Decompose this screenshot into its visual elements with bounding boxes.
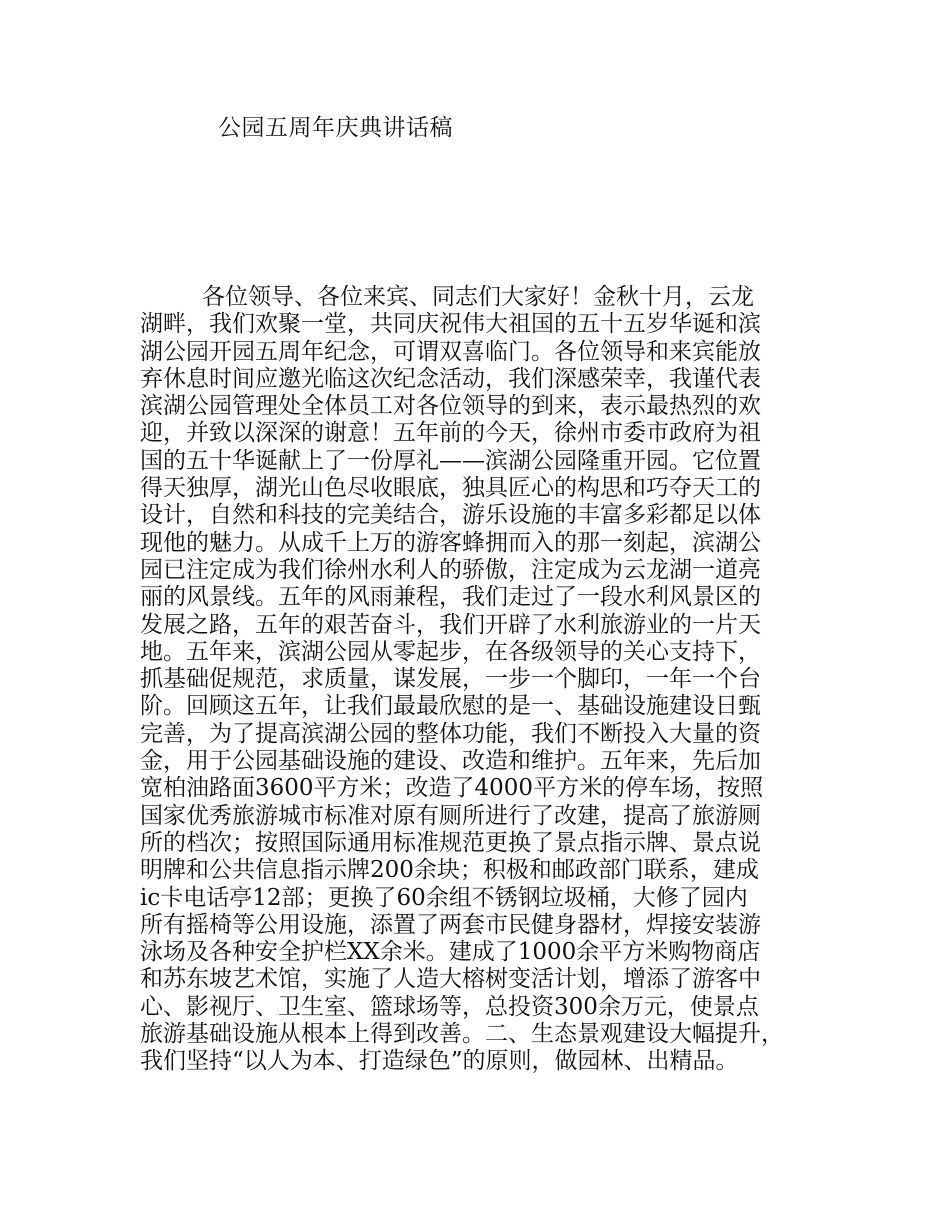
- body-line: 我们坚持“以人为本、打造绿色”的原则，做园林、出精品。: [140, 1048, 739, 1075]
- body-line: 泳场及各种安全护栏XX余米。建成了1000余平方米购物商店: [140, 939, 761, 966]
- body-line: ic卡电话亭12部；更换了60余组不锈钢垃圾桶，大修了园内: [140, 884, 748, 911]
- body-line: 金，用于公园基础设施的建设、改造和维护。五年来，先后加: [140, 748, 761, 775]
- body-line: 旅游基础设施从根本上得到改善。二、生态景观建设大幅提升，: [140, 1021, 784, 1048]
- body-line: 滨湖公园管理处全体员工对各位领导的到来，表示最热烈的欢: [140, 393, 761, 420]
- body-line: 所的档次；按照国际通用标准规范更换了景点指示牌、景点说: [140, 829, 761, 856]
- body-line: 发展之路，五年的艰苦奋斗，我们开辟了水利旅游业的一片天: [140, 611, 761, 638]
- body-line: 阶。回顾这五年，让我们最最欣慰的是一、基础设施建设日甄: [140, 693, 761, 720]
- body-line: 地。五年来，滨湖公园从零起步，在各级领导的关心支持下，: [140, 638, 761, 665]
- body-line: 湖公园开园五周年纪念，可谓双喜临门。各位领导和来宾能放: [140, 338, 761, 365]
- body-line: 湖畔，我们欢聚一堂，共同庆祝伟大祖国的五十五岁华诞和滨: [140, 311, 761, 338]
- body-line: 国的五十华诞献上了一份厚礼——滨湖公园隆重开园。它位置: [140, 447, 761, 474]
- body-line: 明牌和公共信息指示牌200余块；积极和邮政部门联系，建成: [140, 857, 759, 884]
- body-line: 得天独厚，湖光山色尽收眼底，独具匠心的构思和巧夺天工的: [140, 475, 761, 502]
- body-line: 设计，自然和科技的完美结合，游乐设施的丰富多彩都足以体: [140, 502, 761, 529]
- body-line: 心、影视厅、卫生室、篮球场等，总投资300余万元，使景点: [140, 993, 759, 1020]
- body-line: 园已注定成为我们徐州水利人的骄傲，注定成为云龙湖一道亮: [140, 556, 761, 583]
- body-line: 抓基础促规范，求质量，谋发展，一步一个脚印，一年一个台: [140, 666, 761, 693]
- body-line: 弃休息时间应邀光临这次纪念活动，我们深感荣幸，我谨代表: [140, 365, 761, 392]
- body-line: 完善，为了提高滨湖公园的整体功能，我们不断投入大量的资: [140, 720, 761, 747]
- body-line: 国家优秀旅游城市标准对原有厕所进行了改建，提高了旅游厕: [140, 802, 761, 829]
- body-line: 丽的风景线。五年的风雨兼程，我们走过了一段水利风景区的: [140, 584, 761, 611]
- document-body: [140, 284, 830, 1076]
- body-line: 宽柏油路面3600平方米；改造了4000平方米的停车场，按照: [140, 775, 764, 802]
- body-line: 现他的魅力。从成千上万的游客蜂拥而入的那一刻起，滨湖公: [140, 529, 761, 556]
- document-title: 公园五周年庆典讲话稿: [218, 115, 453, 141]
- body-line: 各位领导、各位来宾、同志们大家好！金秋十月，云龙: [202, 284, 754, 310]
- body-line: 所有摇椅等公用设施，添置了两套市民健身器材，焊接安装游: [140, 911, 761, 938]
- body-line: 和苏东坡艺术馆，实施了人造大榕树变活计划，增添了游客中: [140, 966, 761, 993]
- body-line: 迎，并致以深深的谢意！五年前的今天，徐州市委市政府为祖: [140, 420, 761, 447]
